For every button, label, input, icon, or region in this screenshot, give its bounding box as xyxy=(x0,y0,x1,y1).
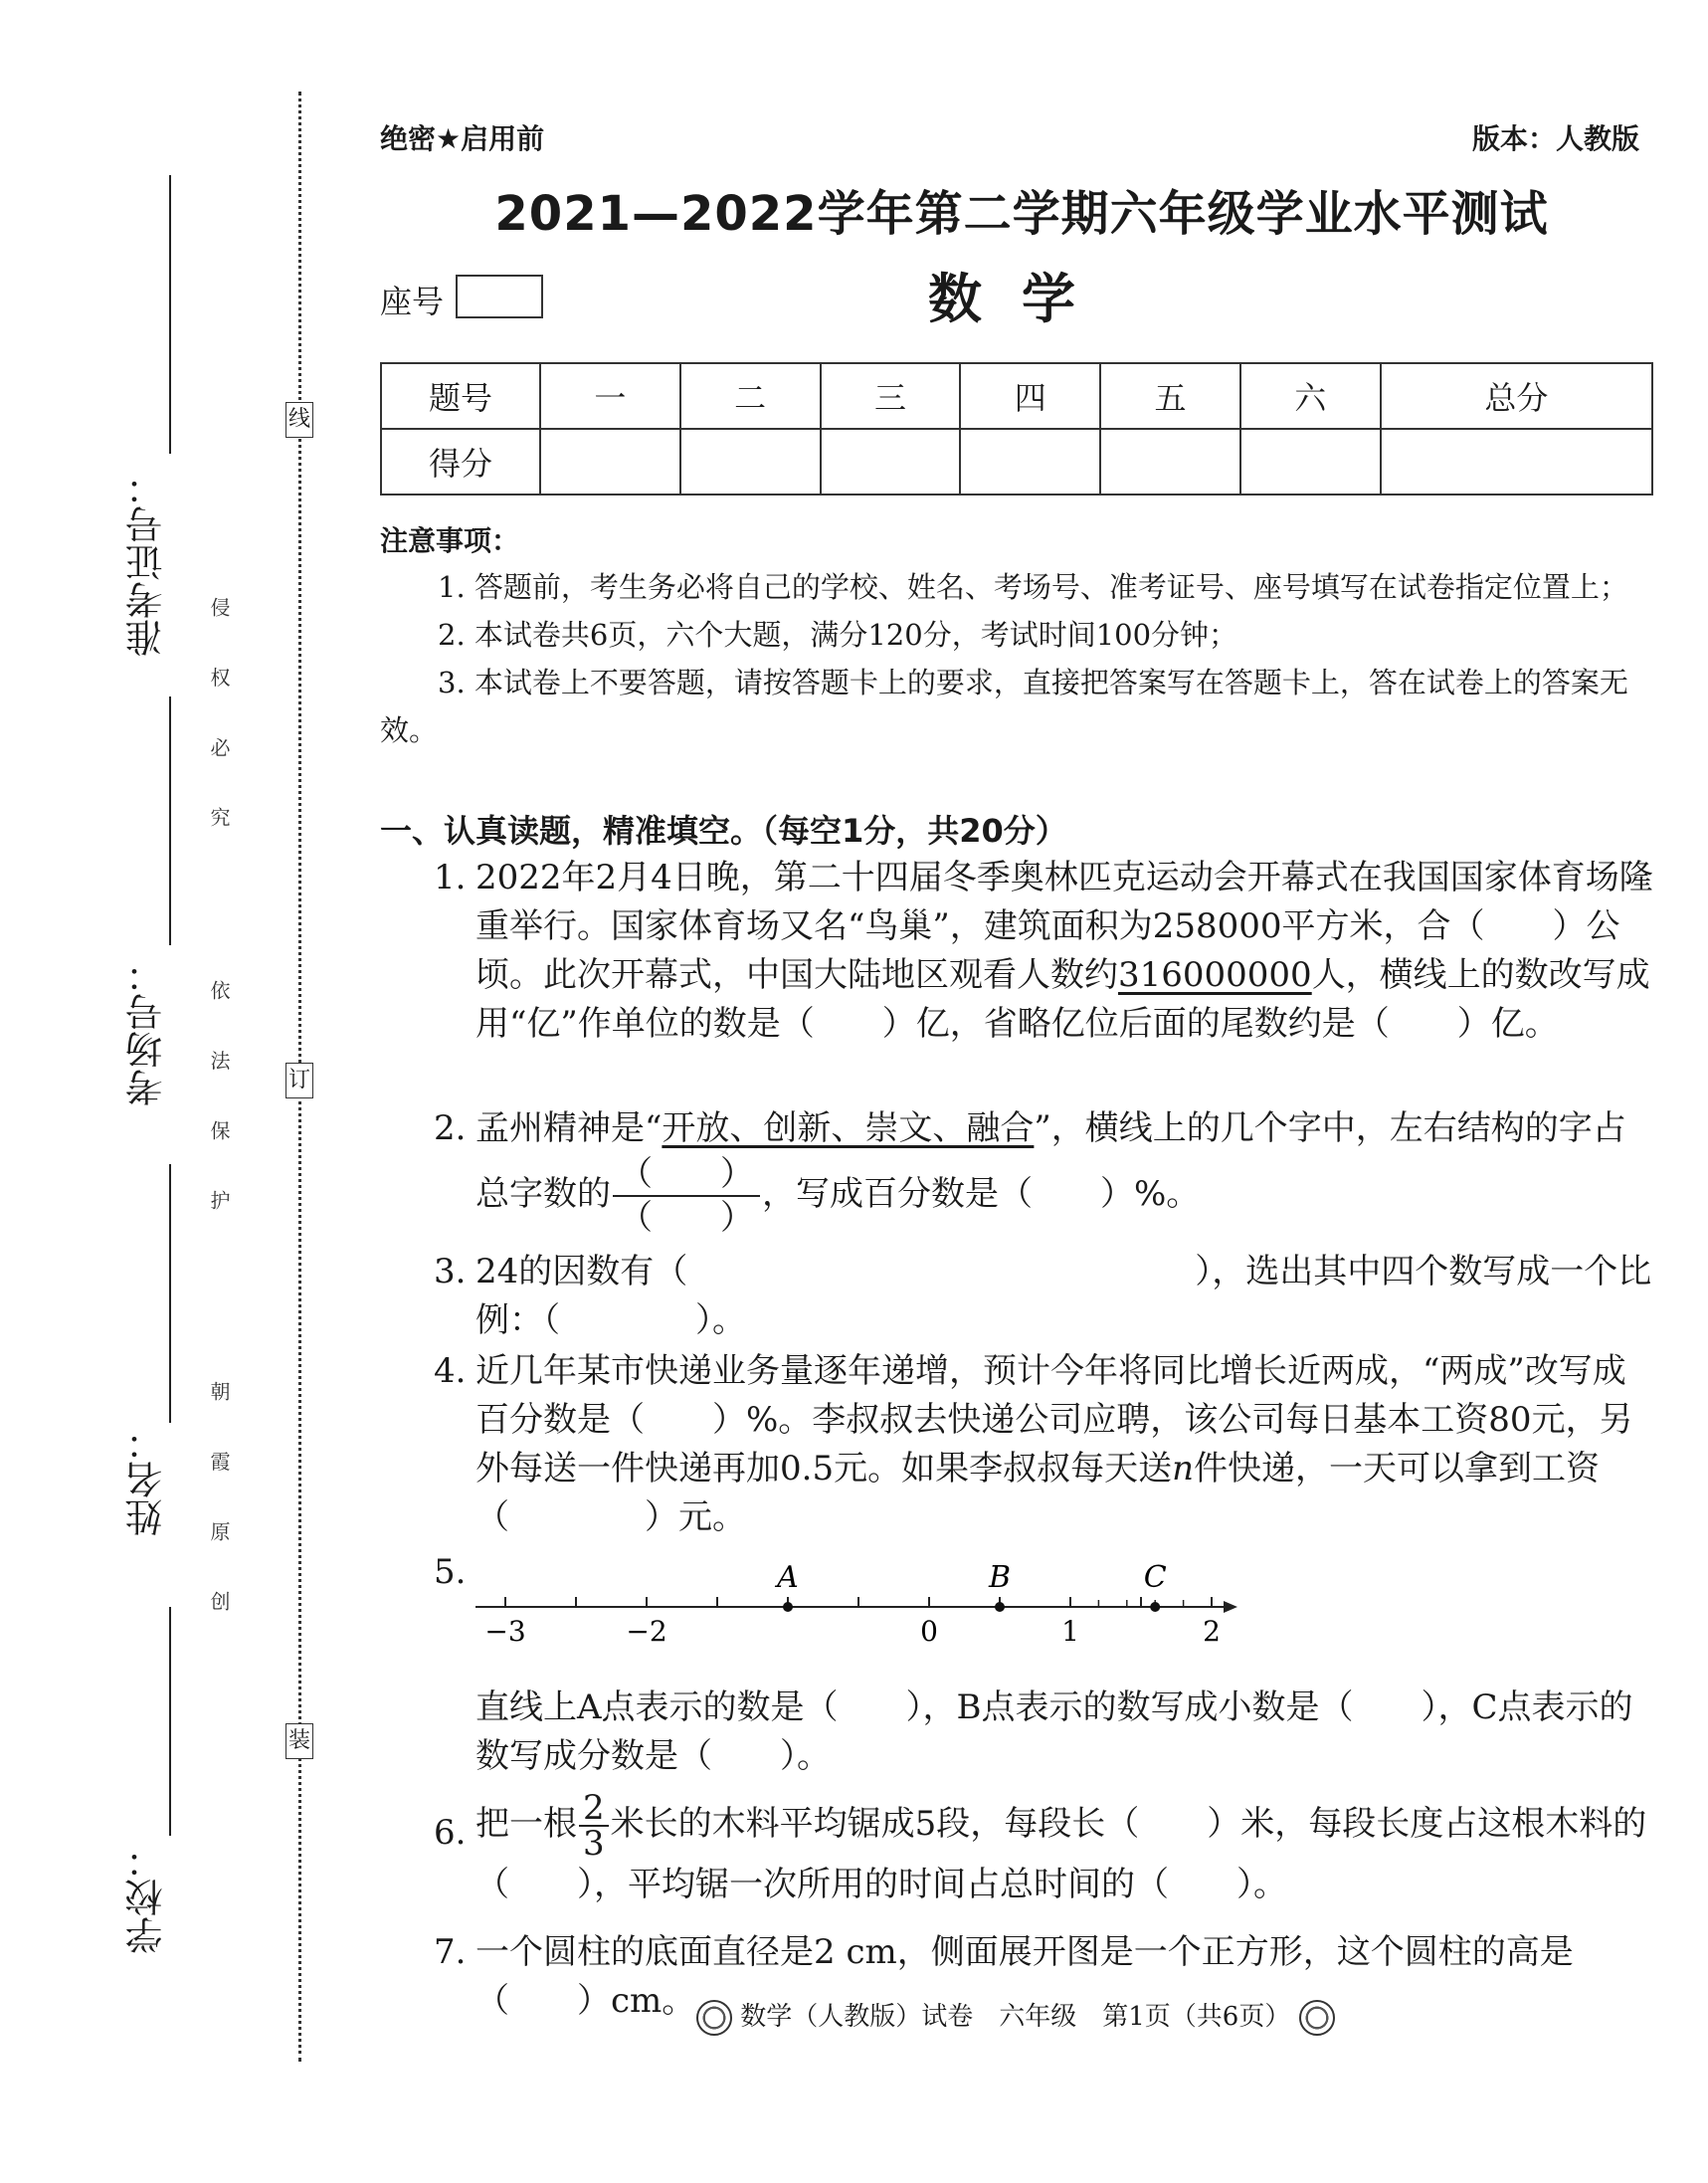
seal-line-char: 线 xyxy=(285,402,313,438)
footer-emblem-icon xyxy=(696,2000,732,2036)
question-2-text-b: ”，横线上的几个字中，左右结构的字占 xyxy=(1034,1108,1626,1148)
question-3-number: 3. xyxy=(434,1252,467,1291)
number-line-tick-label: −3 xyxy=(484,1615,526,1648)
number-line-tick-label: 1 xyxy=(1061,1615,1079,1648)
number-line-point-a xyxy=(783,1602,793,1612)
question-5-text-block xyxy=(436,1684,1659,1781)
exam-title: 2021—2022学年第二学期六年级学业水平测试 xyxy=(494,186,1549,242)
score-table-score-row xyxy=(381,429,1652,495)
question-2-fraction xyxy=(613,1153,760,1239)
question-3 xyxy=(436,1248,1659,1345)
side-field-exam-id xyxy=(119,468,179,657)
seal-staple-char: 装 xyxy=(285,1723,313,1759)
score-cell[interactable] xyxy=(1100,429,1240,495)
question-2-text-d: ，写成百分数是（ ）%。 xyxy=(762,1174,1201,1214)
question-5-text: 直线上A点表示的数是（ ），B点表示的数写成小数是（ ），C点表示的数写成分数是（ ）。 xyxy=(475,1687,1633,1776)
note-item-1: 1. 答题前，考生务必将自己的学校、姓名、考场号、准考证号、座号填写在试卷指定位置上； xyxy=(438,570,1628,604)
section-1-title: 一、认真读题，精准填空。（每空1分，共20分） xyxy=(380,812,1067,850)
subject-title: 数学 xyxy=(928,268,1115,330)
number-line-ticks xyxy=(484,1597,1221,1648)
question-2-fraction-denominator: （ ） xyxy=(619,1198,754,1238)
seat-label: 座号 xyxy=(380,283,445,320)
score-col-2: 二 xyxy=(680,363,821,429)
side-field-room xyxy=(119,955,179,1106)
school-line[interactable] xyxy=(169,1607,171,1836)
question-1-body xyxy=(475,854,1659,1049)
question-4 xyxy=(436,1347,1659,1542)
question-6-fraction-denominator: 3 xyxy=(583,1824,605,1864)
number-line xyxy=(468,1554,1243,1664)
question-2 xyxy=(436,1104,1659,1239)
copyright-text-3: 朝 霞 原 创 xyxy=(207,1381,231,1634)
score-cell[interactable] xyxy=(540,429,680,495)
copyright-text-2: 依 法 保 护 xyxy=(207,980,231,1233)
question-3-text: 24的因数有（ ），选出其中四个数写成一个比例：（ ）。 xyxy=(475,1252,1652,1340)
score-table xyxy=(380,362,1653,496)
question-6-text-b: 米长的木料平均锯成5段，每段长（ ）米，每段长度占这根木料的（ ），平均锯一次所用的时间占总时间的（ ）。 xyxy=(475,1804,1647,1904)
question-2-fraction-numerator: （ ） xyxy=(613,1153,760,1197)
score-row-label: 得分 xyxy=(381,429,540,495)
question-1-number: 1. xyxy=(434,858,467,897)
number-line-point-b xyxy=(995,1602,1005,1612)
notes-title: 注意事项： xyxy=(380,524,520,557)
score-cell[interactable] xyxy=(680,429,821,495)
question-5-number: 5. xyxy=(434,1552,467,1592)
room-line[interactable] xyxy=(169,696,171,945)
footer-text: 数学（人教版）试卷 六年级 第1页（共6页） xyxy=(740,2002,1291,2032)
question-2-underlined-words: 开放、创新、崇文、融合 xyxy=(662,1108,1035,1148)
question-6-fraction-numerator: 2 xyxy=(579,1791,609,1827)
number-line-arrow xyxy=(1224,1601,1237,1613)
score-col-5: 五 xyxy=(1100,363,1240,429)
seal-bind-char: 订 xyxy=(285,1063,313,1098)
side-label-school: 学校： xyxy=(125,1841,169,1954)
copyright-text-1: 侵 权 必 究 xyxy=(207,597,231,850)
score-col-1: 一 xyxy=(540,363,680,429)
question-6-fraction xyxy=(579,1788,609,1864)
footer-emblem-icon xyxy=(1299,2000,1335,2036)
page-footer xyxy=(696,1996,1335,2036)
name-line[interactable] xyxy=(169,1164,171,1423)
number-line-tick-label: 2 xyxy=(1203,1615,1221,1648)
question-1 xyxy=(436,854,1659,1049)
confidential-label: 绝密★启用前 xyxy=(380,122,545,155)
score-col-total: 总分 xyxy=(1381,363,1652,429)
question-6-text-a: 把一根 xyxy=(475,1804,577,1844)
question-4-variable: n xyxy=(1172,1449,1194,1488)
question-6 xyxy=(434,1788,1659,1909)
score-cell[interactable] xyxy=(1240,429,1381,495)
side-label-name: 姓名： xyxy=(125,1423,169,1536)
question-2-body xyxy=(475,1104,1659,1239)
score-col-4: 四 xyxy=(960,363,1100,429)
note-item-3: 3. 本试卷上不要答题，请按答题卡上的要求，直接把答案写在答题卡上，答在试卷上的答案无效。 xyxy=(380,666,1628,747)
number-line-point-label-b: B xyxy=(988,1560,1012,1595)
side-label-exam-id: 准考证号： xyxy=(125,468,169,657)
score-col-3: 三 xyxy=(821,363,961,429)
score-cell[interactable] xyxy=(821,429,961,495)
side-field-name xyxy=(119,1423,179,1536)
number-line-point-label-a: A xyxy=(777,1560,799,1595)
question-7-number: 7. xyxy=(434,1932,467,1972)
question-6-body xyxy=(475,1788,1659,1909)
number-line-points xyxy=(774,1560,1167,1612)
edition-label: 版本：人教版 xyxy=(1472,122,1640,155)
number-line-point-label-c: C xyxy=(1143,1560,1167,1595)
score-cell[interactable] xyxy=(960,429,1100,495)
question-6-number: 6. xyxy=(434,1813,467,1853)
number-line-tick-label: 0 xyxy=(920,1615,938,1648)
score-cell[interactable] xyxy=(1381,429,1652,495)
question-4-body xyxy=(475,1347,1659,1542)
number-line-point-c xyxy=(1150,1602,1160,1612)
side-field-school xyxy=(119,1841,179,1954)
score-table-header-row xyxy=(381,363,1652,429)
exam-id-line[interactable] xyxy=(169,175,171,454)
question-1-underlined-number: 316000000 xyxy=(1118,955,1312,995)
number-line-tick-label: −2 xyxy=(626,1615,667,1648)
question-7-text: 一个圆柱的底面直径是2 cm，侧面展开图是一个正方形，这个圆柱的高是（ ）cm。 xyxy=(475,1932,1574,2021)
note-item-2: 2. 本试卷共6页，六个大题，满分120分，考试时间100分钟； xyxy=(438,618,1238,652)
question-1-text-b: 人，横线上的数改写成用“亿”作单位的数是（ ）亿，省略亿位后面的尾数约是（ ）亿。 xyxy=(475,955,1650,1044)
question-1-text-a: 2022年2月4日晚，第二十四届冬季奥林匹克运动会开幕式在我国国家体育场隆重举行。国家体育场又名“鸟巢”，建筑面积为258000平方米，合（ ）公顷。此次开幕式，中国大陆地区观看人数约 xyxy=(475,858,1653,995)
question-2-text-c: 总字数的 xyxy=(475,1174,611,1214)
score-col-label: 题号 xyxy=(381,363,540,429)
question-2-text-a: 孟州精神是“ xyxy=(475,1108,663,1148)
question-2-number: 2. xyxy=(434,1108,467,1148)
side-label-room: 考场号： xyxy=(125,955,169,1106)
question-4-text-a: 近几年某市快递业务量逐年递增，预计今年将同比增长近两成，“两成”改写成百分数是（ ）%。李叔叔去快递公司应聘，该公司每日基本工资80元，另外每送一件快递再加0.5元。如果李叔叔每天送 xyxy=(475,1351,1633,1488)
question-4-number: 4. xyxy=(434,1351,467,1391)
score-col-6: 六 xyxy=(1240,363,1381,429)
question-4-text-b: 件快递，一天可以拿到工资（ ）元。 xyxy=(475,1449,1600,1537)
